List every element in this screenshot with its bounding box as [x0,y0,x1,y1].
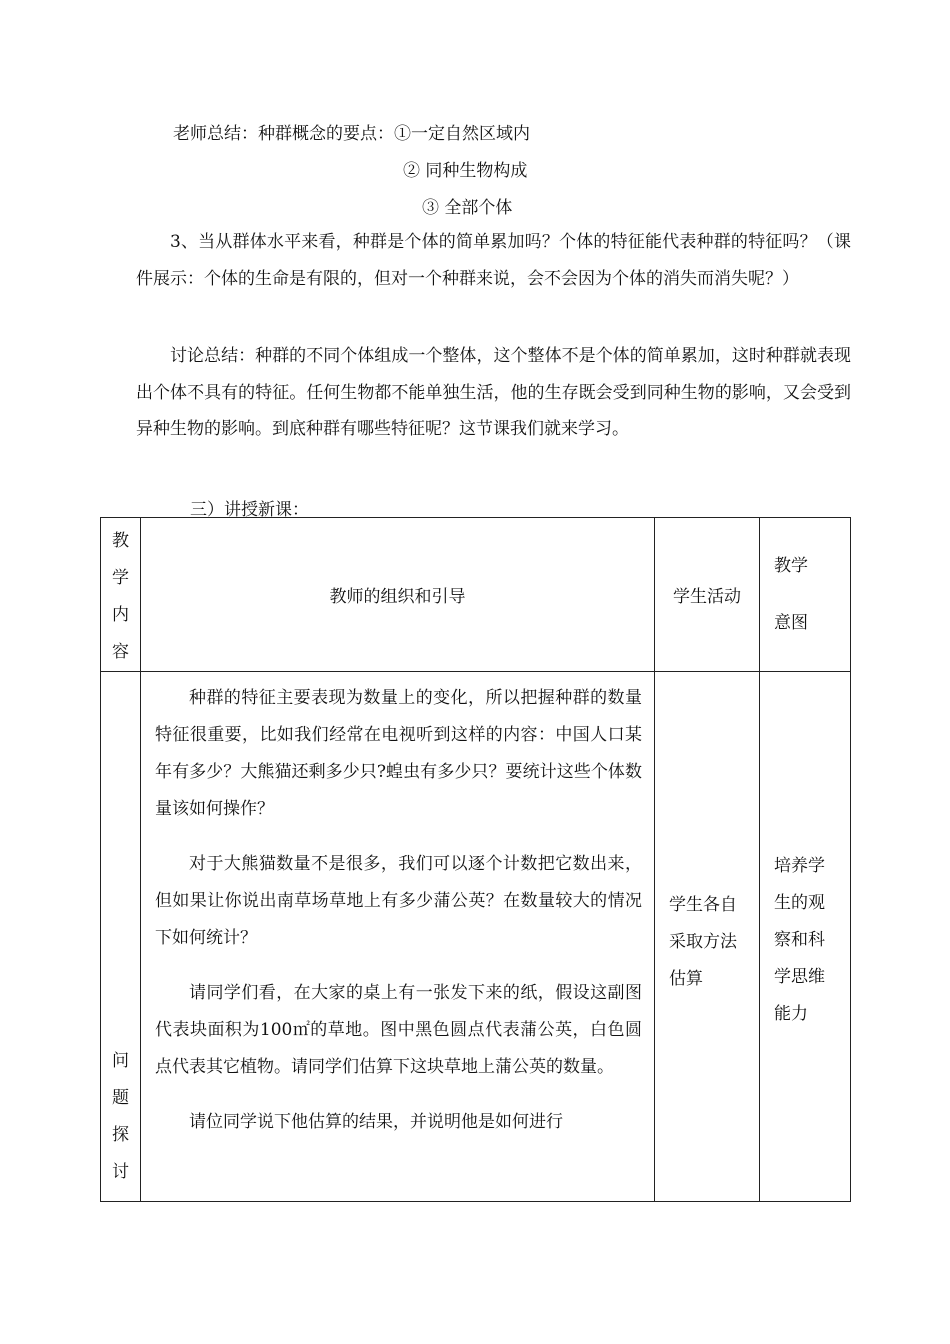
subject-char: 探 [112,1125,129,1145]
guide-paragraph-2: 对于大熊猫数量不是很多，我们可以逐个计数把它数出来，但如果让你说出南草场草地上有多少蒲公英？在数量较大的情况下如何统计？ [155,854,642,948]
header-student-activity-label: 学生活动 [673,587,741,607]
discussion-summary-text: 讨论总结：种群的不同个体组成一个整体，这个整体不是个体的简单累加，这时种群就表现出个体不具有的特征。任何生物都不能单独生活，他的生存既会受到同种生物的影响，又会受到异种生物的影响。到底种群有哪些特征呢？这节课我们就来学习。 [136,346,851,439]
intent-line: 培养学 [774,856,825,876]
guide-paragraph-4: 请位同学说下他估算的结果，并说明他是如何进行 [189,1112,563,1132]
discussion-summary-paragraph [136,338,851,448]
activity-line: 学生各自 [669,895,737,915]
question-3-text: 3、当从群体水平来看，种群是个体的简单累加吗？个体的特征能代表种群的特征吗？（课件展示：个体的生命是有限的，但对一个种群来说，会不会因为个体的消失而消失呢？） [136,232,851,289]
table-row-problem-discussion [101,672,851,1202]
summary-line-2: ② 同种生物构成 [403,161,528,181]
subject-cell [101,672,141,1202]
activity-line: 采取方法 [669,932,737,952]
activity-line: 估算 [669,969,703,989]
lesson-table [100,517,851,1202]
intent-line: 察和科 [774,930,825,950]
subject-char: 讨 [112,1162,129,1182]
summary-line-1: 老师总结：种群概念的要点：①一定自然区域内 [173,124,530,144]
question-3-paragraph [136,224,851,297]
intent-line: 生的观 [774,893,825,913]
student-activity-cell [655,672,760,1202]
header-teacher-guide [141,518,655,672]
header-content-char: 容 [112,642,129,662]
header-content-char: 内 [112,605,129,625]
intent-line: 能力 [774,1004,808,1024]
summary-line-3: ③ 全部个体 [422,198,513,218]
header-content-char: 学 [112,568,129,588]
header-teacher-guide-label: 教师的组织和引导 [329,587,466,607]
table-header-row [101,518,851,672]
header-content-char: 教 [112,531,129,551]
header-intent-line: 教学 [774,555,808,576]
subject-label [101,1043,140,1191]
guide-paragraph-1: 种群的特征主要表现为数量上的变化，所以把握种群的数量特征很重要，比如我们经常在电视听到这样的内容：中国人口某年有多少？大熊猫还剩多少只?蝗虫有多少只？要统计这些个体数量该如何操作？ [155,688,642,819]
subject-char: 题 [112,1088,129,1108]
guide-paragraph-3: 请同学们看，在大家的桌上有一张发下来的纸，假设这副图代表块面积为100㎡的草地。图中黑色圆点代表蒲公英，白色圆点代表其它植物。请同学们估算下这块草地上蒲公英的数量。 [155,983,642,1077]
header-teaching-intent [760,518,851,672]
header-intent-line: 意图 [774,612,808,633]
subject-char: 问 [112,1051,129,1071]
header-student-activity [655,518,760,672]
section-heading: 三）讲授新课： [190,500,309,520]
teacher-guide-cell [141,672,655,1202]
teaching-intent-cell [760,672,851,1202]
intent-line: 学思维 [774,967,825,987]
header-teaching-content [101,518,141,672]
